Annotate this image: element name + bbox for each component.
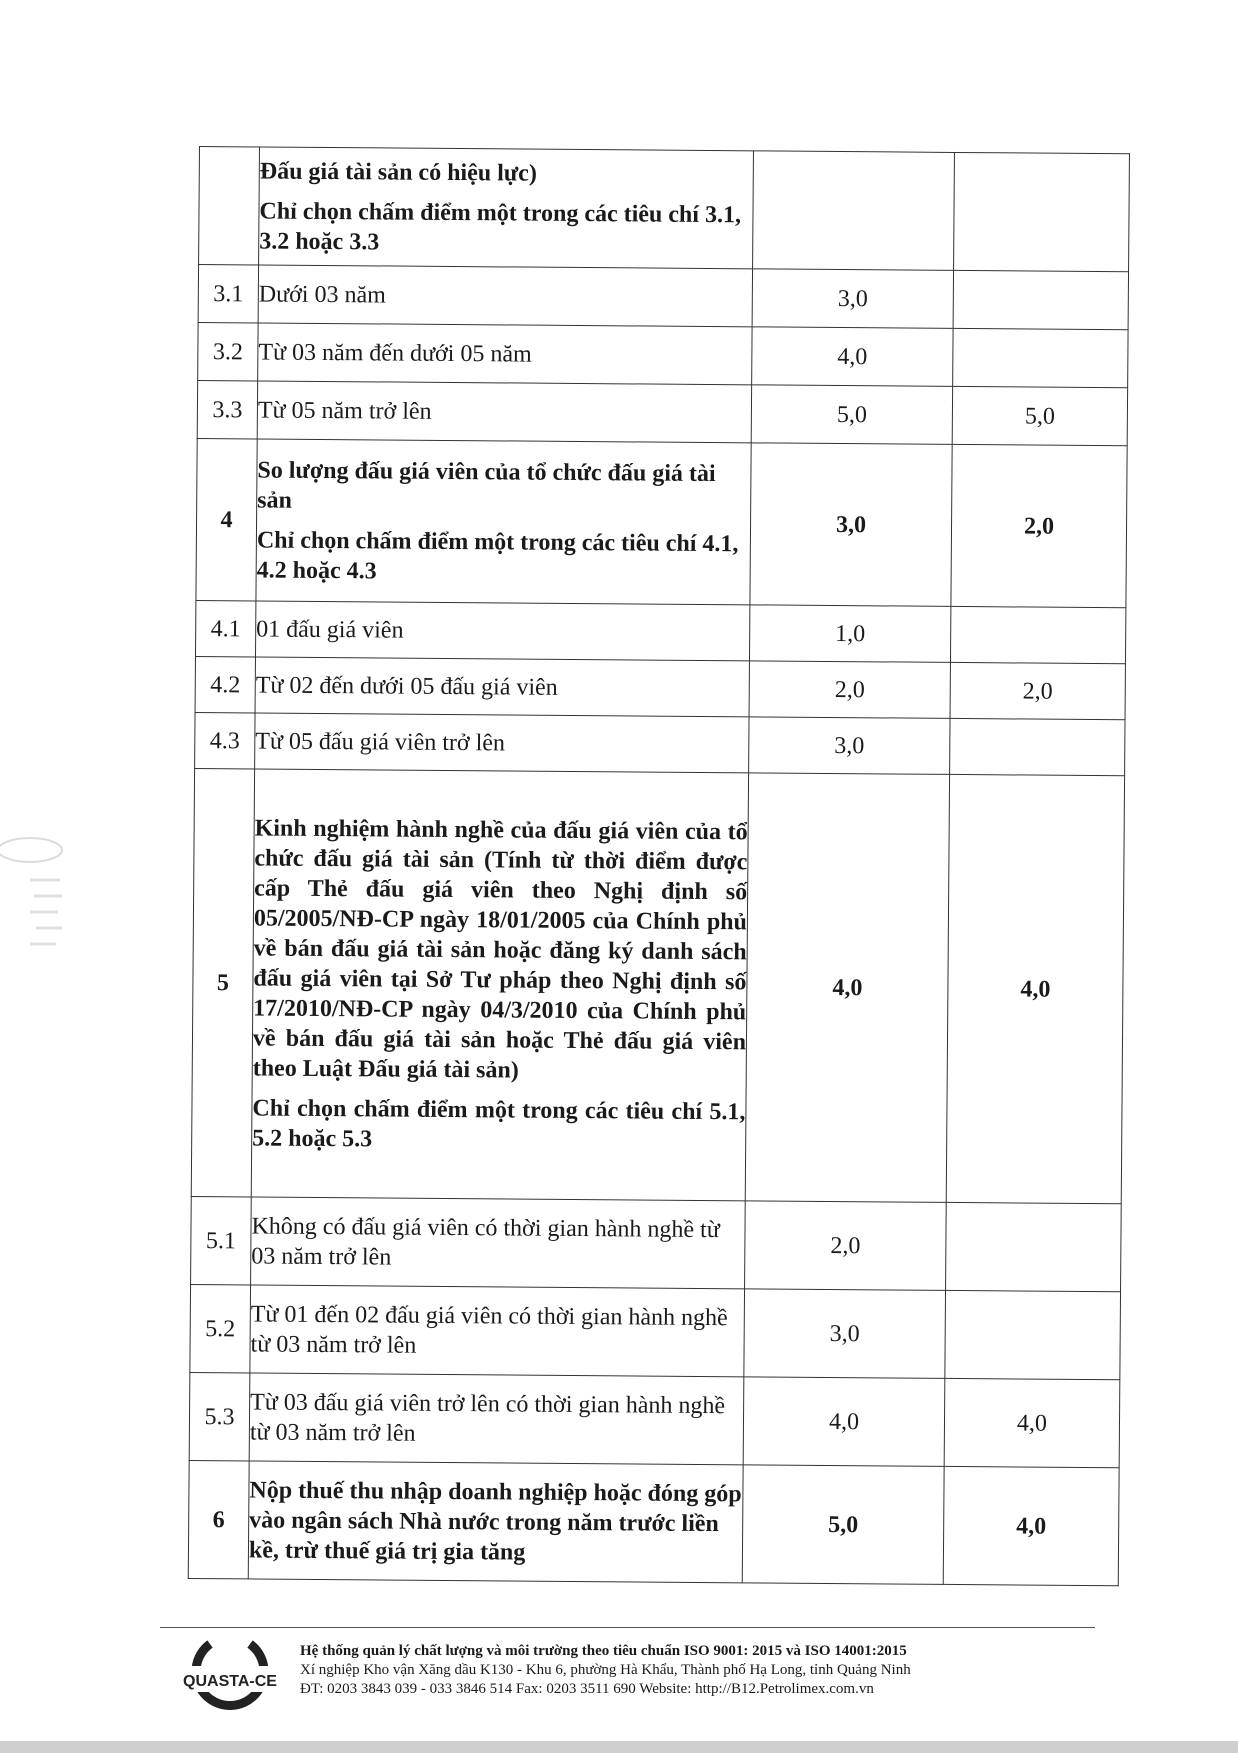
scoring-table	[188, 146, 1130, 1586]
criterion-number: 5.3	[189, 1372, 250, 1460]
max-score-cell: 3,0	[749, 717, 950, 775]
table-row	[197, 380, 1127, 445]
awarded-score-cell	[950, 606, 1125, 663]
awarded-score-cell: 2,0	[950, 662, 1125, 719]
criterion-text: Từ 05 năm trở lên	[257, 396, 432, 425]
criterion-description	[255, 657, 749, 717]
criterion-text: Từ 03 năm đến dưới 05 năm	[258, 338, 532, 368]
criterion-description	[257, 381, 751, 443]
awarded-score-cell: 4,0	[943, 1466, 1119, 1585]
table-row	[196, 438, 1127, 607]
table-row	[191, 768, 1124, 1203]
table-row	[190, 1284, 1121, 1379]
criterion-number: 3.2	[198, 322, 258, 380]
awarded-score-cell	[945, 1290, 1121, 1379]
criterion-number: 6	[188, 1460, 249, 1578]
awarded-score-cell: 4,0	[946, 774, 1124, 1203]
criterion-number: 4.3	[195, 712, 255, 768]
criterion-description	[251, 1197, 746, 1289]
criterion-description	[255, 601, 749, 661]
scan-bottom-band	[0, 1741, 1238, 1753]
max-score-cell: 3,0	[750, 443, 952, 607]
table-row	[195, 600, 1125, 663]
criterion-text: Chỉ chọn chấm điểm một trong các tiêu chí 3.1, 3.2 hoặc 3.3	[259, 197, 742, 255]
criterion-text: So lượng đấu giá viên của tổ chức đấu giá tài sản	[257, 456, 716, 514]
awarded-score-cell	[946, 1202, 1122, 1291]
table-row	[198, 322, 1128, 387]
criterion-text: Chỉ chọn chấm điểm một trong các tiêu chí 4.1, 4.2 hoặc 4.3	[256, 526, 739, 584]
criterion-text: Từ 05 đấu giá viên trở lên	[255, 727, 506, 756]
criterion-description	[249, 1373, 744, 1465]
criterion-description	[256, 439, 751, 605]
criterion-text: Đấu giá tài sản có hiệu lực)	[259, 157, 537, 187]
footer-address-line: Xí nghiệp Kho vận Xăng dầu K130 - Khu 6, phường Hà Khẩu, Thành phố Hạ Long, tỉnh Quảng Ninh	[300, 1662, 911, 1678]
awarded-score-cell	[954, 152, 1130, 271]
criterion-text: Kinh nghiệm hành nghề của đấu giá viên của tổ chức đấu giá tài sản (Tính từ thời điểm được cấp Thẻ đấu giá viên theo Nghị định số 05/2005/NĐ-CP ngày 18/01/2005 của Chính phủ về bán đấu giá tài sản hoặc đăng ký danh sách đấu giá viên tại Sở Tư pháp theo Nghị định số 17/2010/NĐ-CP ngày 04/3/2010 của Chính phủ về bán đấu giá tài sản hoặc Thẻ đấu giá viên theo Luật Đấu giá tài sản)	[252, 814, 748, 1084]
criterion-description	[259, 147, 754, 269]
max-score-cell: 4,0	[752, 327, 953, 387]
awarded-score-cell: 2,0	[951, 444, 1127, 607]
criterion-text: Nộp thuế thu nhập doanh nghiệp hoặc đóng góp vào ngân sách Nhà nước trong năm trước liền kề, trừ thuế giá trị gia tăng	[248, 1476, 742, 1566]
criterion-number: 4.1	[195, 600, 255, 656]
criterion-text: 01 đấu giá viên	[256, 615, 404, 644]
max-score-cell: 5,0	[751, 385, 952, 445]
criterion-number: 4.2	[195, 656, 255, 712]
table-row	[195, 656, 1125, 719]
criterion-number: 5.1	[191, 1196, 252, 1284]
criterion-number	[199, 147, 260, 265]
table-row	[199, 147, 1130, 272]
criterion-text: Chỉ chọn chấm điểm một trong các tiêu chí 5.1, 5.2 hoặc 5.3	[252, 1094, 746, 1152]
criterion-number: 4	[196, 438, 257, 600]
criterion-text: Từ 03 đấu giá viên trở lên có thời gian hành nghề từ 03 năm trở lên	[249, 1388, 726, 1447]
criterion-description	[251, 769, 748, 1201]
awarded-score-cell	[953, 270, 1128, 329]
criterion-text: Từ 01 đến 02 đấu giá viên có thời gian hành nghề từ 03 năm trở lên	[250, 1300, 728, 1359]
criterion-description	[258, 265, 752, 327]
criterion-number: 5	[191, 768, 254, 1196]
scoring-table-body	[188, 147, 1129, 1586]
max-score-cell: 4,0	[745, 773, 949, 1203]
quasta-ce-logo	[180, 1636, 280, 1716]
max-score-cell: 3,0	[752, 269, 953, 329]
max-score-cell: 3,0	[744, 1289, 946, 1379]
criterion-text: Dưới 03 năm	[258, 280, 386, 308]
table-row	[189, 1372, 1120, 1467]
footer-divider	[160, 1627, 1095, 1628]
max-score-cell	[753, 151, 955, 271]
max-score-cell: 5,0	[742, 1465, 944, 1585]
table-row	[198, 265, 1128, 330]
awarded-score-cell	[950, 718, 1125, 775]
footer-contact-line: ĐT: 0203 3843 039 - 033 3846 514 Fax: 0203 3511 690 Website: http://B12.Petrolimex.com.vn	[300, 1681, 874, 1697]
awarded-score-cell: 5,0	[952, 386, 1127, 445]
max-score-cell: 1,0	[749, 605, 950, 663]
criterion-text: Không có đấu giá viên có thời gian hành nghề từ 03 năm trở lên	[251, 1212, 720, 1271]
table-row	[195, 712, 1125, 775]
footer-iso-line: Hệ thống quản lý chất lượng và môi trường theo tiêu chuẩn ISO 9001: 2015 và ISO 14001:2015	[300, 1643, 907, 1659]
criterion-description	[255, 713, 749, 773]
max-score-cell: 2,0	[749, 661, 950, 719]
criterion-description	[248, 1461, 743, 1583]
awarded-score-cell	[953, 328, 1128, 387]
criterion-text: Từ 02 đến dưới 05 đấu giá viên	[255, 671, 558, 701]
criterion-description	[250, 1285, 745, 1377]
criterion-description	[258, 323, 752, 385]
criterion-number: 3.1	[198, 265, 258, 323]
footer-text	[300, 1642, 1120, 1699]
table-row	[191, 1196, 1122, 1291]
awarded-score-cell: 4,0	[944, 1378, 1120, 1467]
criterion-number: 3.3	[197, 380, 257, 438]
max-score-cell: 2,0	[745, 1201, 947, 1291]
criterion-number: 5.2	[190, 1284, 251, 1372]
table-row	[188, 1460, 1119, 1585]
max-score-cell: 4,0	[743, 1377, 945, 1467]
faded-stamp-mark	[0, 820, 70, 1040]
page-footer	[180, 1636, 1100, 1716]
logo-text: QUASTA-CE	[183, 1673, 277, 1690]
